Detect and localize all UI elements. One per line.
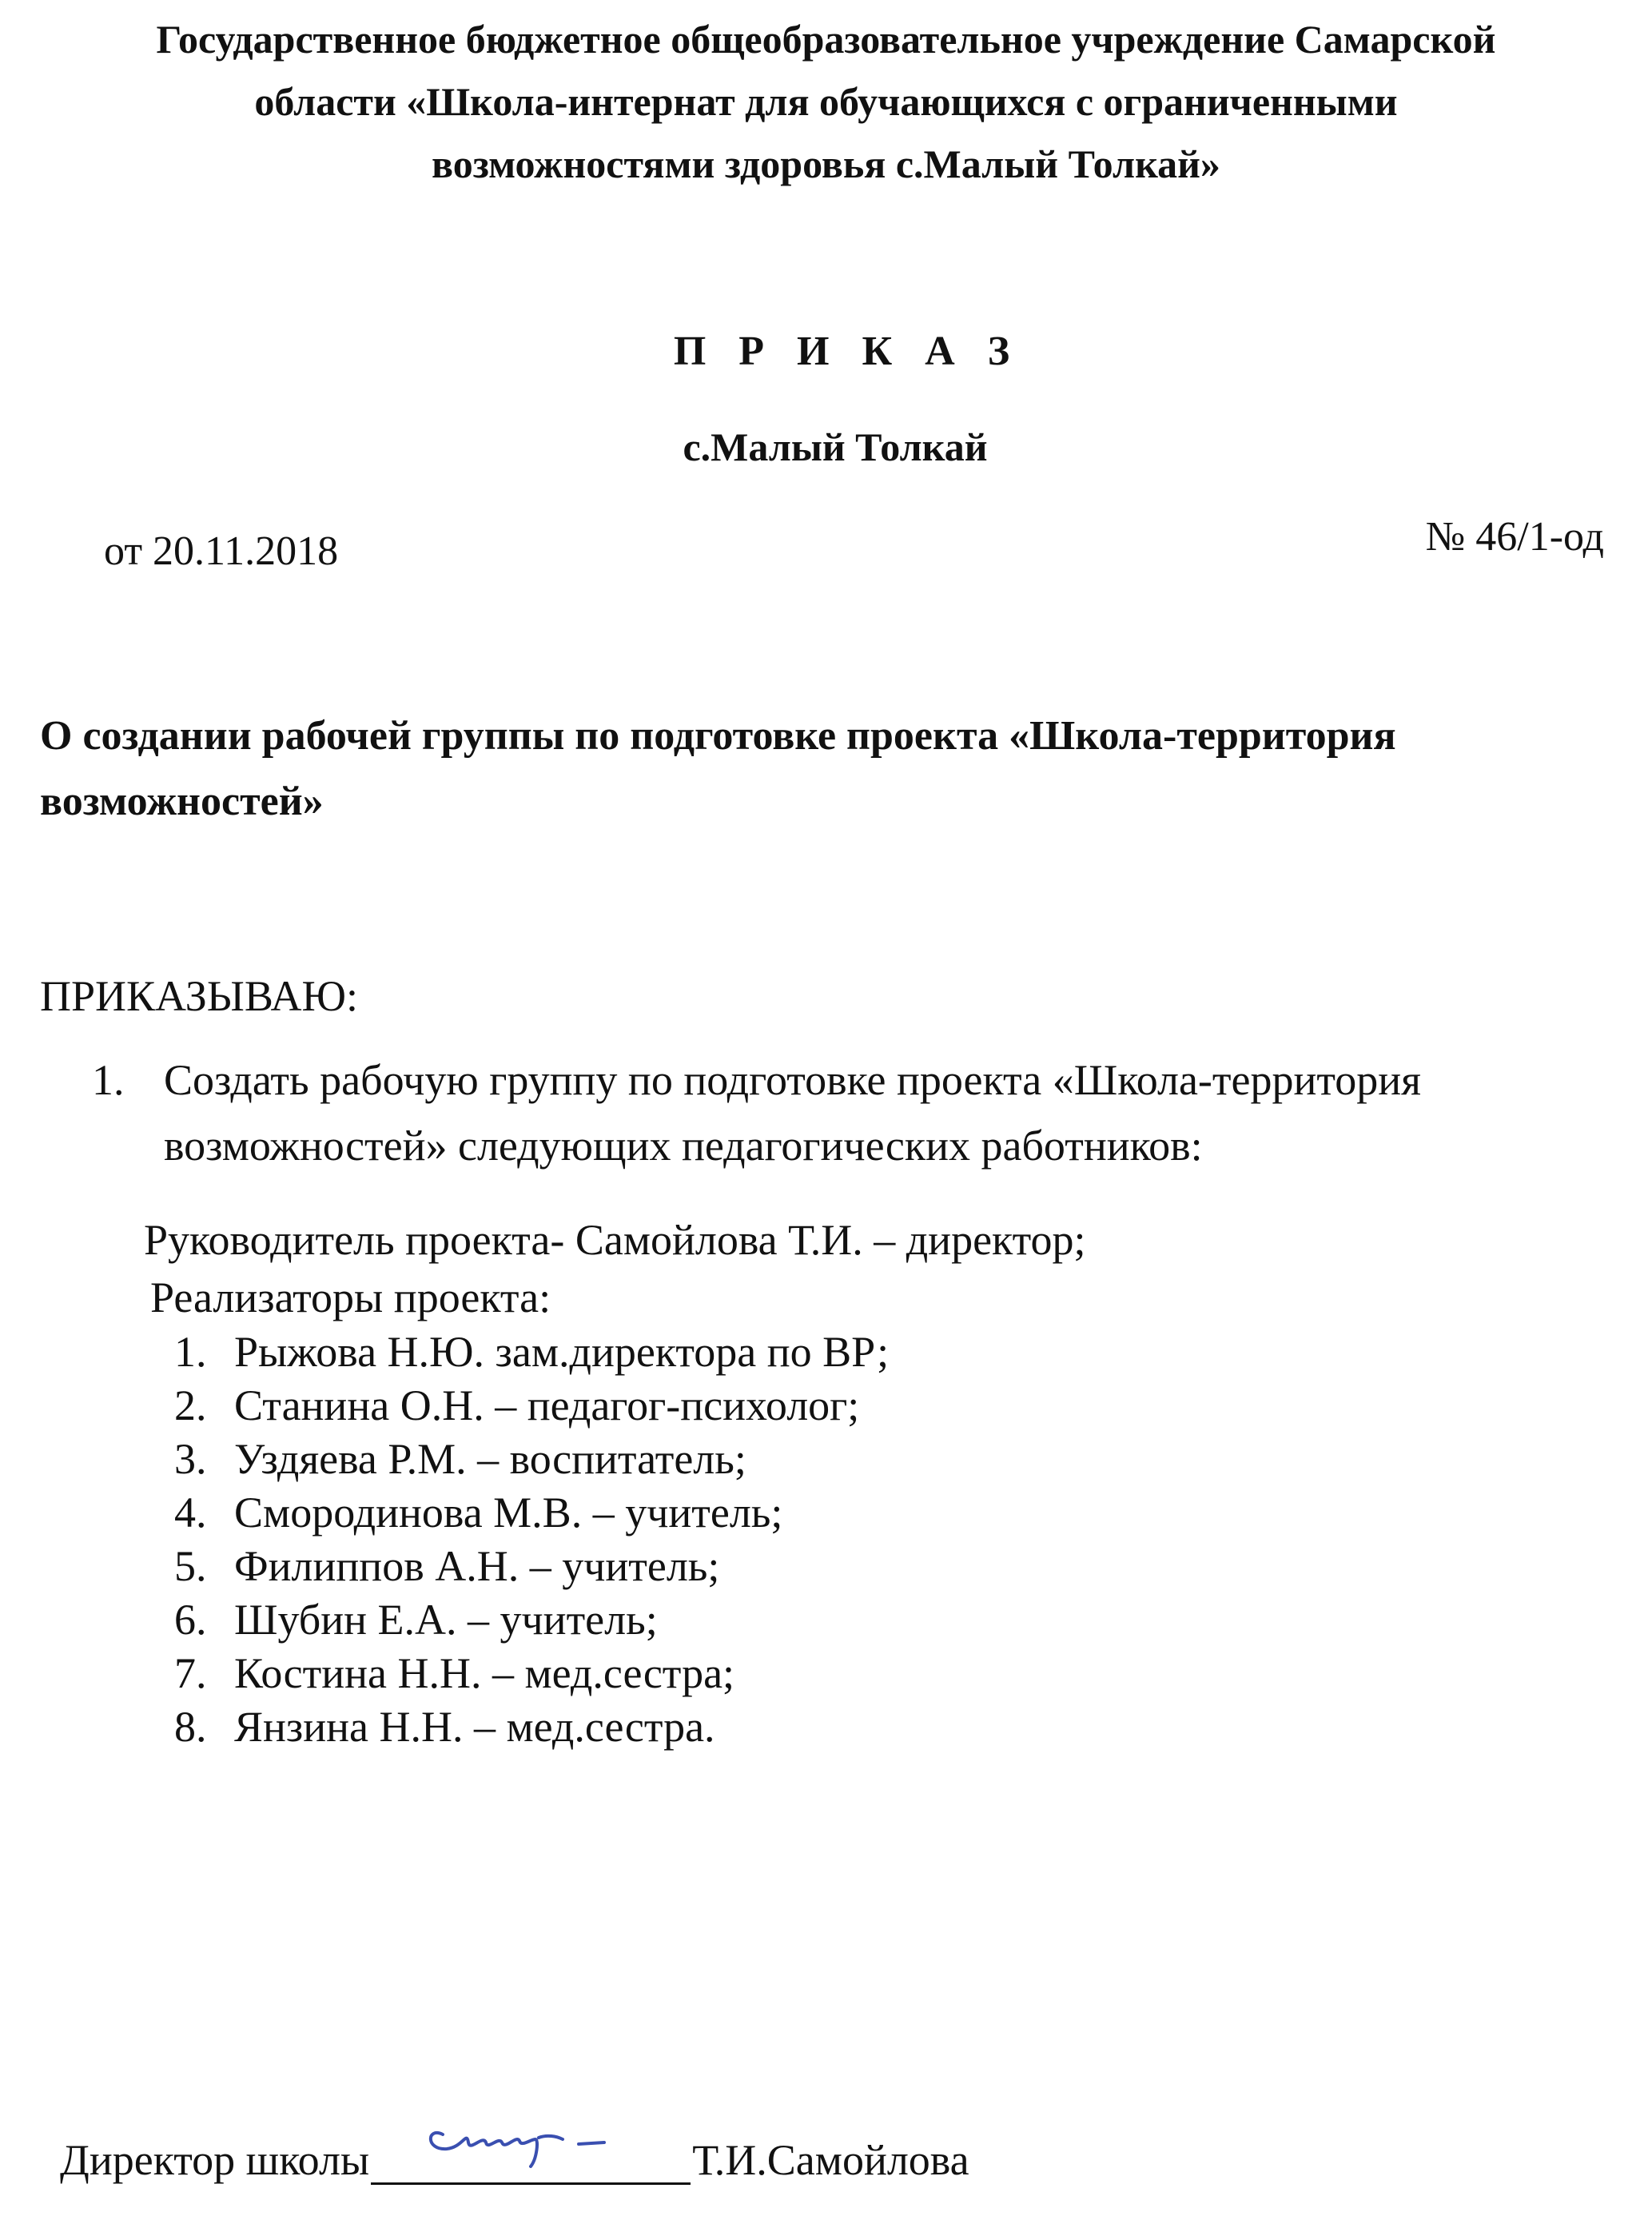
organization-line-1: Государственное бюджетное общеобразовательное учреждение Самарской — [156, 17, 1496, 62]
order-item-1 — [92, 1047, 1610, 1178]
staff-list — [174, 1325, 889, 1754]
list-item-number: 6. — [174, 1596, 207, 1644]
list-item-text: Станина О.Н. – педагог-психолог; — [234, 1381, 860, 1429]
signer-name: Т.И.Самойлова — [692, 2136, 969, 2184]
list-item-text: Рыжова Н.Ю. зам.директора по ВР; — [234, 1328, 890, 1376]
list-item-number: 7. — [174, 1649, 207, 1697]
list-item — [174, 1379, 889, 1433]
list-item-number: 5. — [174, 1542, 207, 1590]
list-item-number: 2. — [174, 1381, 207, 1429]
handwritten-signature — [419, 2102, 659, 2174]
project-leader: Руководитель проекта- Самойлова Т.И. – директор; — [144, 1216, 1086, 1264]
list-item — [174, 1700, 889, 1754]
document-place: с.Малый Толкай — [683, 424, 988, 469]
signer-position: Директор школы — [60, 2136, 370, 2184]
order-item-text: Создать рабочую группу по подготовке проекта «Школа-территория возможностей» следующих педагогических работников: — [164, 1056, 1421, 1170]
implementers-title: Реализаторы проекта: — [150, 1273, 551, 1321]
document-number: № 46/1-од — [1425, 514, 1604, 560]
signature-row — [60, 2126, 969, 2185]
list-item-text: Янзина Н.Н. – мед.сестра. — [234, 1703, 715, 1751]
order-word: ПРИКАЗЫВАЮ: — [40, 972, 358, 1020]
order-item-number: 1. — [92, 1056, 125, 1104]
document-date: от 20.11.2018 — [104, 528, 339, 574]
list-item — [174, 1540, 889, 1593]
list-item — [174, 1647, 889, 1700]
organization-line-3: возможностями здоровья с.Малый Толкай» — [432, 141, 1220, 186]
document-title: П Р И К А З — [673, 329, 1021, 374]
list-item-text: Шубин Е.А. – учитель; — [234, 1596, 658, 1644]
list-item — [174, 1325, 889, 1379]
organization-header — [0, 8, 1652, 195]
document-subject: О создании рабочей группы по подготовке проекта «Школа-территория возможностей» — [40, 713, 1396, 824]
signature-line — [371, 2126, 691, 2185]
list-item-text: Филиппов А.Н. – учитель; — [234, 1542, 720, 1590]
list-item-text: Костина Н.Н. – мед.сестра; — [234, 1649, 735, 1697]
list-item-number: 4. — [174, 1489, 207, 1536]
list-item-number: 1. — [174, 1328, 207, 1376]
list-item — [174, 1593, 889, 1647]
list-item — [174, 1433, 889, 1486]
organization-line-2: области «Школа-интернат для обучающихся с ограниченными — [254, 79, 1398, 124]
list-item-text: Уздяева Р.М. – воспитатель; — [234, 1435, 746, 1483]
list-item-number: 8. — [174, 1703, 207, 1751]
list-item-number: 3. — [174, 1435, 207, 1483]
list-item-text: Смородинова М.В. – учитель; — [234, 1489, 783, 1536]
list-item — [174, 1486, 889, 1540]
